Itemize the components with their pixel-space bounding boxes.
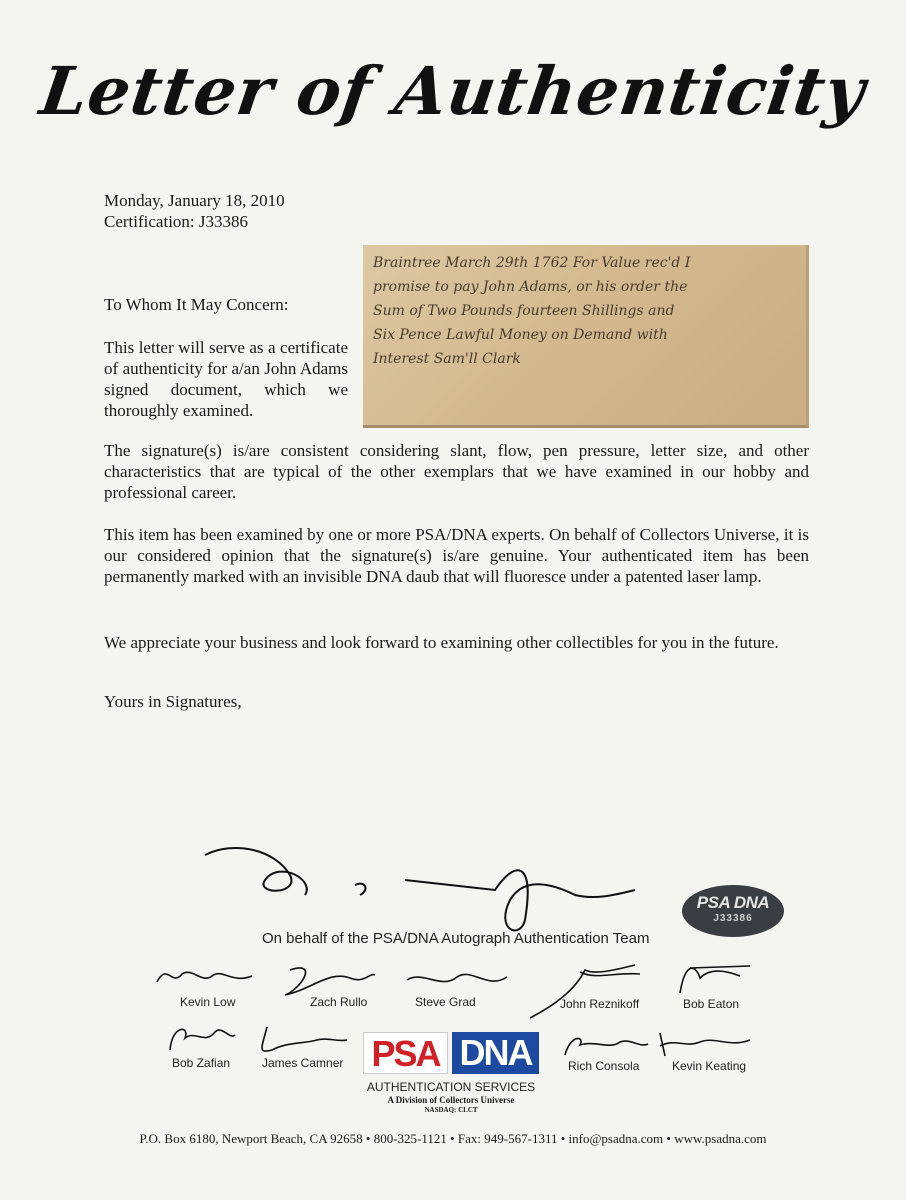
signer-steve-grad: Steve Grad <box>415 995 476 1009</box>
signer-bob-eaton: Bob Eaton <box>683 997 740 1011</box>
certification-number: Certification: J33386 <box>104 212 249 231</box>
footer-contact: P.O. Box 6180, Newport Beach, CA 92658 • 800-325-1121 • Fax: 949-567-1311 • info@psadna.com • www.psadna.com <box>139 1131 767 1146</box>
signature-kevin-keating <box>655 1028 755 1060</box>
signer-zach-rullo: Zach Rullo <box>310 995 368 1009</box>
letter-date: Monday, January 18, 2010 <box>104 191 285 210</box>
signature-kevin-low <box>152 962 262 992</box>
signature-bob-eaton <box>670 958 760 998</box>
logo-dna: DNA <box>452 1032 539 1074</box>
document-line: Braintree March 29th 1762 For Value rec'd I <box>373 255 691 271</box>
paragraph-examination: This item has been examined by one or more PSA/DNA experts. On behalf of Collectors Universe, it is our considered opinion that the signature(s) is/are genuine. Your authenticated item has been permanently marked with an invisible DNA daub that will fluoresce under a patented laser lamp. <box>104 525 809 586</box>
logo-division: A Division of Collectors Universe <box>387 1095 515 1105</box>
signature-james-camner <box>252 1022 352 1057</box>
intro-paragraph: This letter will serve as a certificate of authenticity for a/an John Adams signed document, which we thoroughly examined. <box>104 338 348 420</box>
greeting: To Whom It May Concern: <box>104 295 289 314</box>
signer-kevin-low: Kevin Low <box>180 995 236 1009</box>
psa-dna-seal <box>682 885 784 937</box>
letter-title: Letter of Authenticity <box>35 52 871 130</box>
document-line: promise to pay John Adams, or his order the <box>373 279 688 295</box>
logo-nasdaq: NASDAQ: CLCT <box>424 1106 478 1114</box>
signature-john-reznikoff <box>525 960 645 1020</box>
paragraph-signature: The signature(s) is/are consistent considering slant, flow, pen pressure, letter size, and other characteristics that are typical of the other exemplars that we have examined in our hobby and professional career. <box>104 441 809 502</box>
psa-dna-logo <box>363 1032 539 1074</box>
document-line: Six Pence Lawful Money on Demand with <box>373 327 668 343</box>
seal-logo: PSA DNA <box>696 893 770 912</box>
logo-psa: PSA <box>363 1032 448 1074</box>
closing: Yours in Signatures, <box>104 692 242 711</box>
signer-kevin-keating: Kevin Keating <box>672 1059 747 1073</box>
document-line: Interest Sam'll Clark <box>373 351 521 367</box>
signature-zach-rullo <box>280 960 380 1000</box>
signer-james-camner: James Camner <box>262 1056 344 1070</box>
signer-john-reznikoff: John Reznikoff <box>560 997 640 1011</box>
team-signature <box>195 840 655 940</box>
document-image <box>363 245 809 428</box>
team-line: On behalf of the PSA/DNA Autograph Authentication Team <box>262 930 650 947</box>
document-line: Sum of Two Pounds fourteen Shillings and <box>373 303 675 319</box>
seal-cert-number: J33386 <box>713 913 753 924</box>
signature-rich-consola <box>560 1030 650 1060</box>
logo-tagline: AUTHENTICATION SERVICES <box>366 1080 536 1094</box>
paragraph-appreciation: We appreciate your business and look forward to examining other collectibles for you in the future. <box>104 633 779 652</box>
signer-bob-zafian: Bob Zafian <box>172 1056 231 1070</box>
letter-meta <box>104 190 285 232</box>
signature-bob-zafian <box>160 1020 240 1055</box>
signature-steve-grad <box>402 965 512 995</box>
signer-rich-consola: Rich Consola <box>568 1059 640 1073</box>
